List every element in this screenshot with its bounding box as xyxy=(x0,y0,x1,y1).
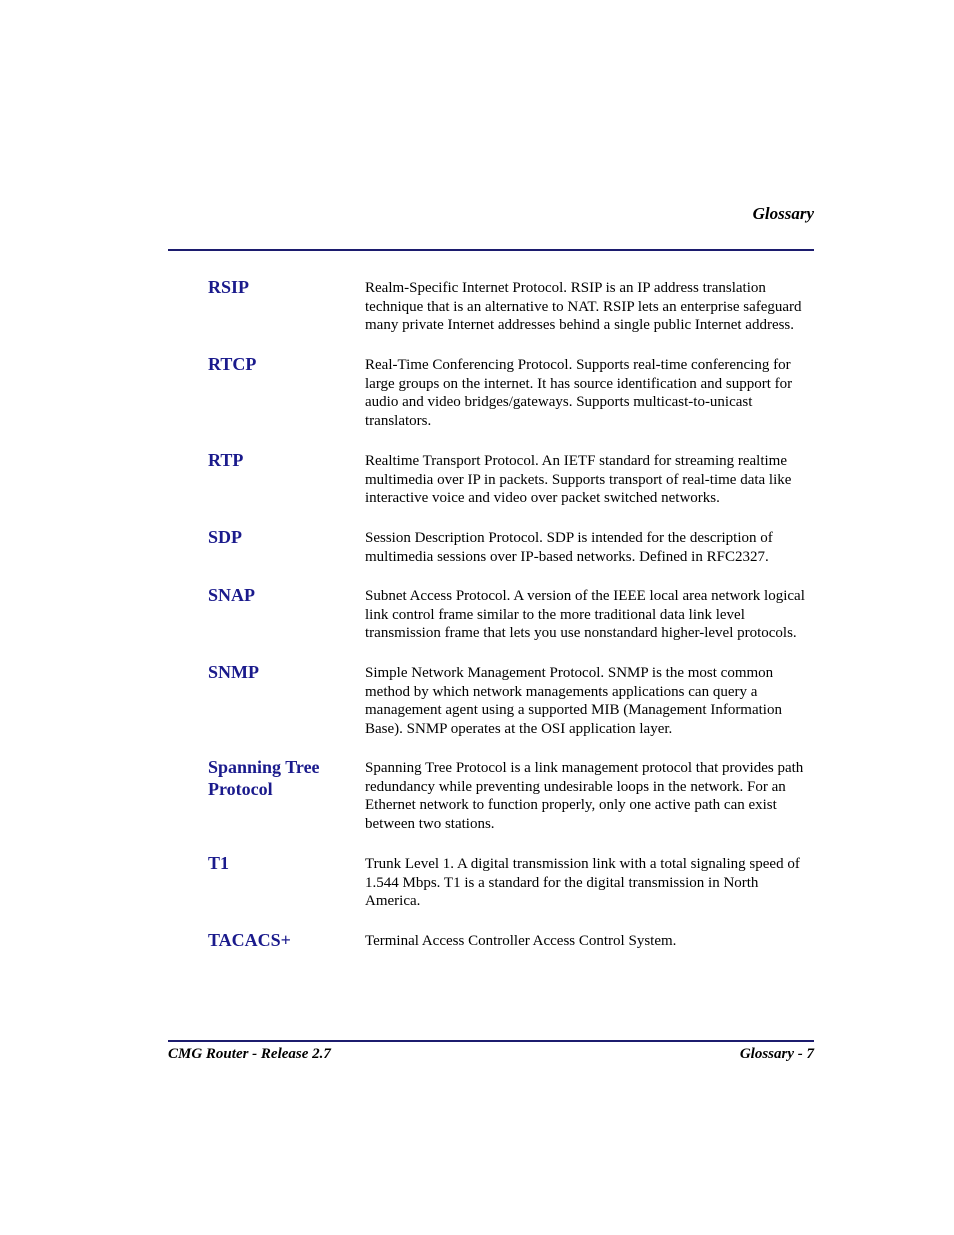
footer-document-title: CMG Router - Release 2.7 xyxy=(168,1046,331,1062)
glossary-definition: Terminal Access Controller Access Control System. xyxy=(365,933,677,949)
glossary-term: Spanning Tree Protocol xyxy=(208,757,320,799)
glossary-term: SDP xyxy=(208,527,243,547)
glossary-term: RTP xyxy=(208,450,244,470)
glossary-definition: Session Description Protocol. SDP is intended for the description of multimedia sessions over IP-based networks. Defined in RFC2327. xyxy=(365,530,773,565)
glossary-term: SNAP xyxy=(208,585,256,605)
glossary-term: TACACS+ xyxy=(208,930,291,950)
glossary-term: T1 xyxy=(208,853,230,873)
page-header-title: Glossary xyxy=(752,204,814,223)
glossary-definition: Subnet Access Protocol. A version of the IEEE local area network logical link control frame similar to the more traditional data link level transmission frame that lets you use nonstandard higher-level protocols. xyxy=(365,588,805,642)
glossary-definition: Simple Network Management Protocol. SNMP is the most common method by which network managements applications can query a management agent using a supported MIB (Management Information Base). SNMP operates at the OSI application layer. xyxy=(365,665,782,737)
glossary-term: RTCP xyxy=(208,354,257,374)
footer-rule xyxy=(168,1040,814,1042)
glossary-term: RSIP xyxy=(208,277,250,297)
glossary-definition: Realtime Transport Protocol. An IETF standard for streaming realtime multimedia over IP in packets. Supports transport of real-time data like interactive voice and video over packet switched networks. xyxy=(365,453,792,507)
glossary-definition: Trunk Level 1. A digital transmission link with a total signaling speed of 1.544 Mbps. T1 is a standard for the digital transmission in North America. xyxy=(365,856,800,910)
footer-page-number: Glossary - 7 xyxy=(739,1046,814,1062)
glossary-definition: Realm-Specific Internet Protocol. RSIP is an IP address translation technique that is an alternative to NAT. RSIP lets an enterprise safeguard many private Internet addresses behind a single public Internet address. xyxy=(365,280,802,334)
glossary-definition: Real-Time Conferencing Protocol. Supports real-time conferencing for large groups on the internet. It has source identification and support for audio and video bridges/gateways. Supports multicast-to-unicast translators. xyxy=(365,357,793,429)
glossary-term: SNMP xyxy=(208,662,259,682)
glossary-definition: Spanning Tree Protocol is a link management protocol that provides path redundancy while preventing undesirable loops in the network. For an Ethernet network to function properly, only one active path can exist between two stations. xyxy=(365,760,804,832)
header-rule xyxy=(168,249,814,251)
